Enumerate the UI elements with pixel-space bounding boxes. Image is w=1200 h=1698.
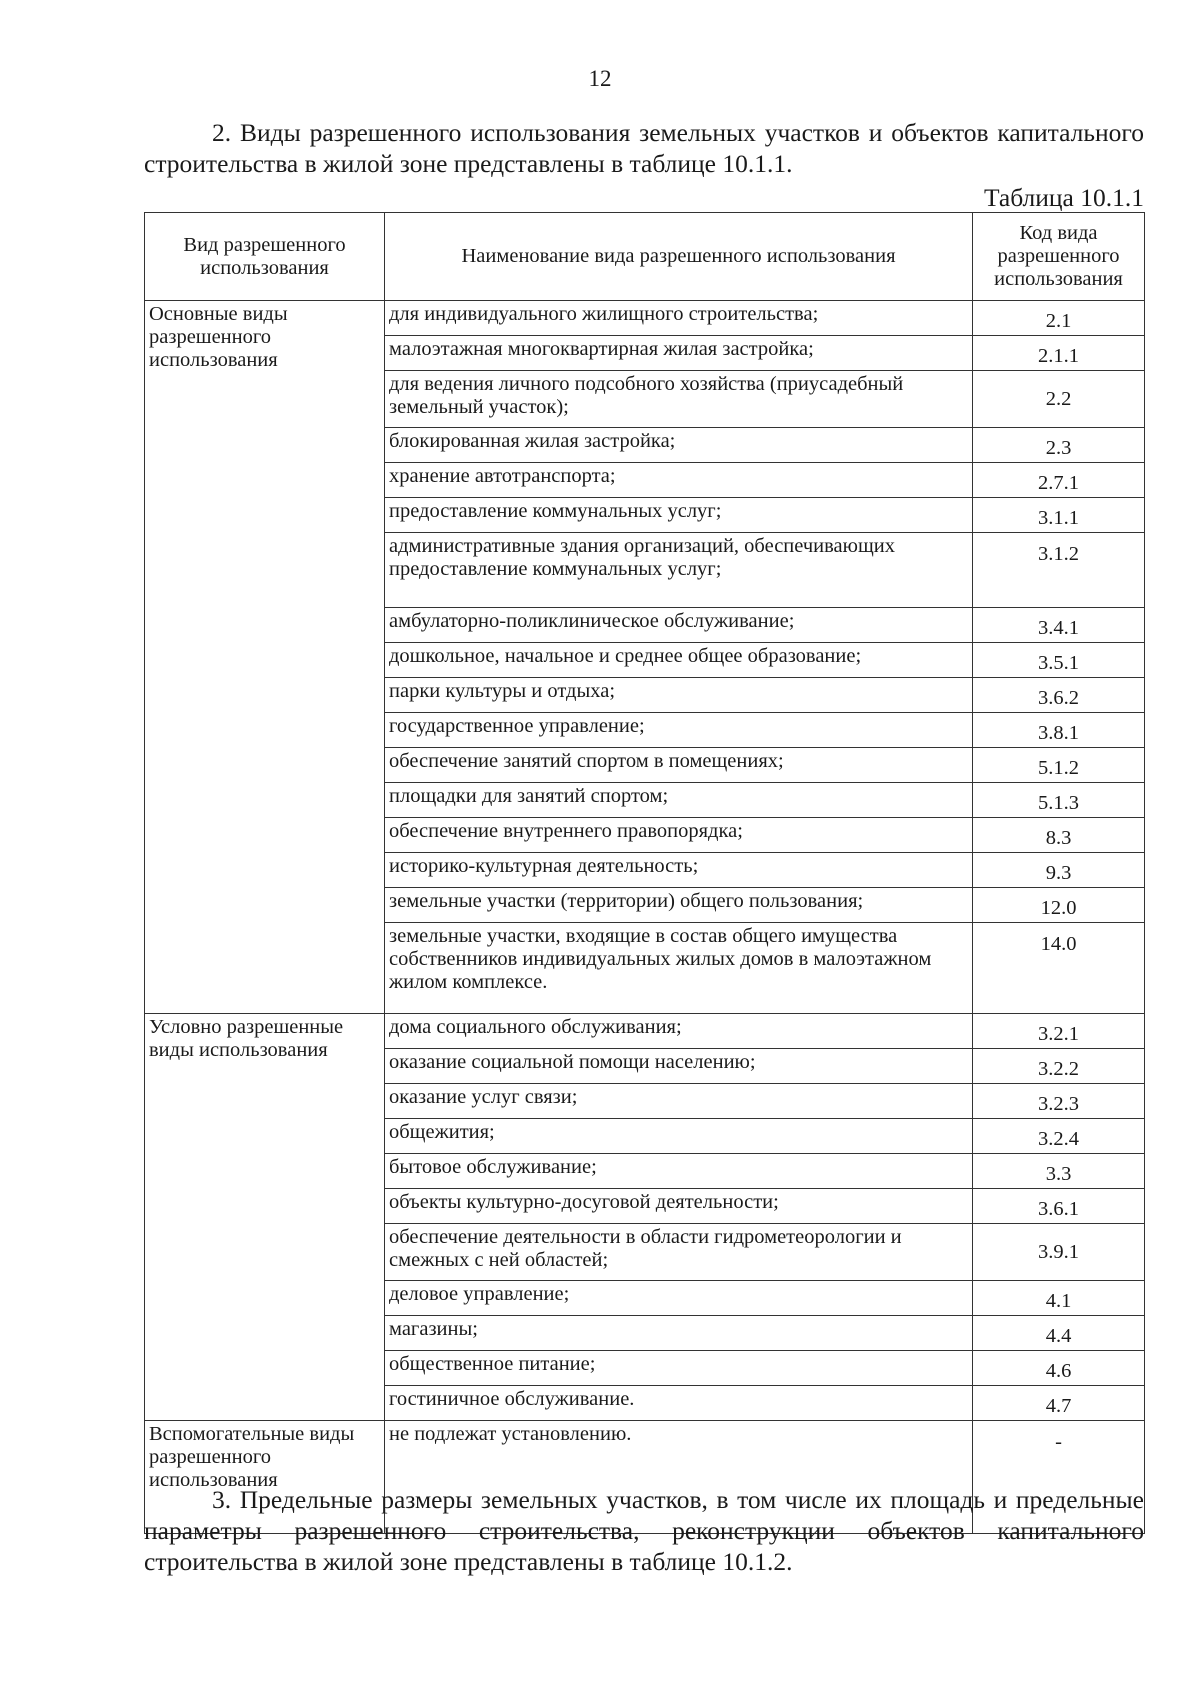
use-name: общежития; bbox=[385, 1119, 973, 1154]
use-code: 3.2.1 bbox=[973, 1014, 1145, 1049]
use-name: блокированная жилая застройка; bbox=[385, 428, 973, 463]
use-name: объекты культурно-досуговой деятельности; bbox=[385, 1189, 973, 1224]
use-code: 3.6.1 bbox=[973, 1189, 1145, 1224]
use-name: гостиничное обслуживание. bbox=[385, 1386, 973, 1421]
table-header-row bbox=[145, 213, 1145, 301]
use-code: 4.1 bbox=[973, 1281, 1145, 1316]
use-code: 2.2 bbox=[973, 371, 1145, 428]
use-name: земельные участки (территории) общего пользования; bbox=[385, 888, 973, 923]
use-name: парки культуры и отдыха; bbox=[385, 678, 973, 713]
header-use-code: Код вида разрешенного использования bbox=[973, 213, 1145, 301]
use-code: 4.6 bbox=[973, 1351, 1145, 1386]
use-code: 3.6.2 bbox=[973, 678, 1145, 713]
use-name: оказание услуг связи; bbox=[385, 1084, 973, 1119]
use-name: хранение автотранспорта; bbox=[385, 463, 973, 498]
use-code: 9.3 bbox=[973, 853, 1145, 888]
table-caption: Таблица 10.1.1 bbox=[983, 183, 1144, 212]
use-name: предоставление коммунальных услуг; bbox=[385, 498, 973, 533]
use-code: 2.3 bbox=[973, 428, 1145, 463]
use-name: оказание социальной помощи населению; bbox=[385, 1049, 973, 1084]
use-code: 3.4.1 bbox=[973, 608, 1145, 643]
use-code: 2.1.1 bbox=[973, 336, 1145, 371]
use-name: дома социального обслуживания; bbox=[385, 1014, 973, 1049]
use-name: для индивидуального жилищного строительства; bbox=[385, 301, 973, 336]
use-code: 3.9.1 bbox=[973, 1224, 1145, 1281]
use-name: деловое управление; bbox=[385, 1281, 973, 1316]
use-name: магазины; bbox=[385, 1316, 973, 1351]
use-name: обеспечение внутреннего правопорядка; bbox=[385, 818, 973, 853]
use-name: административные здания организаций, обеспечивающих предоставление коммунальных услуг; bbox=[385, 533, 973, 608]
use-code: 3.1.1 bbox=[973, 498, 1145, 533]
use-code: 3.2.4 bbox=[973, 1119, 1145, 1154]
use-name: малоэтажная многоквартирная жилая застройка; bbox=[385, 336, 973, 371]
use-code: 2.7.1 bbox=[973, 463, 1145, 498]
use-name: для ведения личного подсобного хозяйства (приусадебный земельный участок); bbox=[385, 371, 973, 428]
table-row bbox=[145, 301, 1145, 336]
use-name: не подлежат установлению. bbox=[385, 1421, 973, 1534]
group-label-conditional: Условно разрешенные виды использования bbox=[145, 1014, 385, 1421]
group-label-auxiliary: Вспомогательные виды разрешенного использования bbox=[145, 1421, 385, 1534]
use-code: 3.8.1 bbox=[973, 713, 1145, 748]
use-name: площадки для занятий спортом; bbox=[385, 783, 973, 818]
use-code: 3.1.2 bbox=[973, 533, 1145, 608]
use-name: обеспечение деятельности в области гидрометеорологии и смежных с ней областей; bbox=[385, 1224, 973, 1281]
use-code: 3.2.2 bbox=[973, 1049, 1145, 1084]
use-code: - bbox=[973, 1421, 1145, 1534]
use-code: 3.2.3 bbox=[973, 1084, 1145, 1119]
page-number: 12 bbox=[588, 66, 612, 91]
use-name: дошкольное, начальное и среднее общее образование; bbox=[385, 643, 973, 678]
use-name: общественное питание; bbox=[385, 1351, 973, 1386]
use-code: 12.0 bbox=[973, 888, 1145, 923]
use-name: историко-культурная деятельность; bbox=[385, 853, 973, 888]
closing-paragraph: 3. Предельные размеры земельных участков, в том числе их площадь и предельные параметры разрешенного строительства, реконструкции объектов капитального строительства в жилой зоне представлены в таблице 10.1.2. bbox=[144, 1485, 1144, 1576]
intro-paragraph: 2. Виды разрешенного использования земельных участков и объектов капитального строительства в жилой зоне представлены в таблице 10.1.1. bbox=[144, 118, 1144, 178]
use-code: 5.1.3 bbox=[973, 783, 1145, 818]
use-code: 14.0 bbox=[973, 923, 1145, 1014]
header-use-type: Вид разрешенного использования bbox=[145, 213, 385, 301]
group-label-main: Основные виды разрешенного использования bbox=[145, 301, 385, 1014]
use-code: 4.4 bbox=[973, 1316, 1145, 1351]
use-name: государственное управление; bbox=[385, 713, 973, 748]
use-name: амбулаторно-поликлиническое обслуживание; bbox=[385, 608, 973, 643]
header-use-name: Наименование вида разрешенного использования bbox=[385, 213, 973, 301]
use-code: 8.3 bbox=[973, 818, 1145, 853]
use-name: бытовое обслуживание; bbox=[385, 1154, 973, 1189]
use-code: 2.1 bbox=[973, 301, 1145, 336]
use-code: 3.5.1 bbox=[973, 643, 1145, 678]
use-name: обеспечение занятий спортом в помещениях; bbox=[385, 748, 973, 783]
use-code: 3.3 bbox=[973, 1154, 1145, 1189]
use-code: 4.7 bbox=[973, 1386, 1145, 1421]
use-name: земельные участки, входящие в состав общего имущества собственников индивидуальных жилых домов в малоэтажном жилом комплексе. bbox=[385, 923, 973, 1014]
table-row bbox=[145, 1014, 1145, 1049]
land-use-table bbox=[144, 212, 1145, 1534]
use-code: 5.1.2 bbox=[973, 748, 1145, 783]
